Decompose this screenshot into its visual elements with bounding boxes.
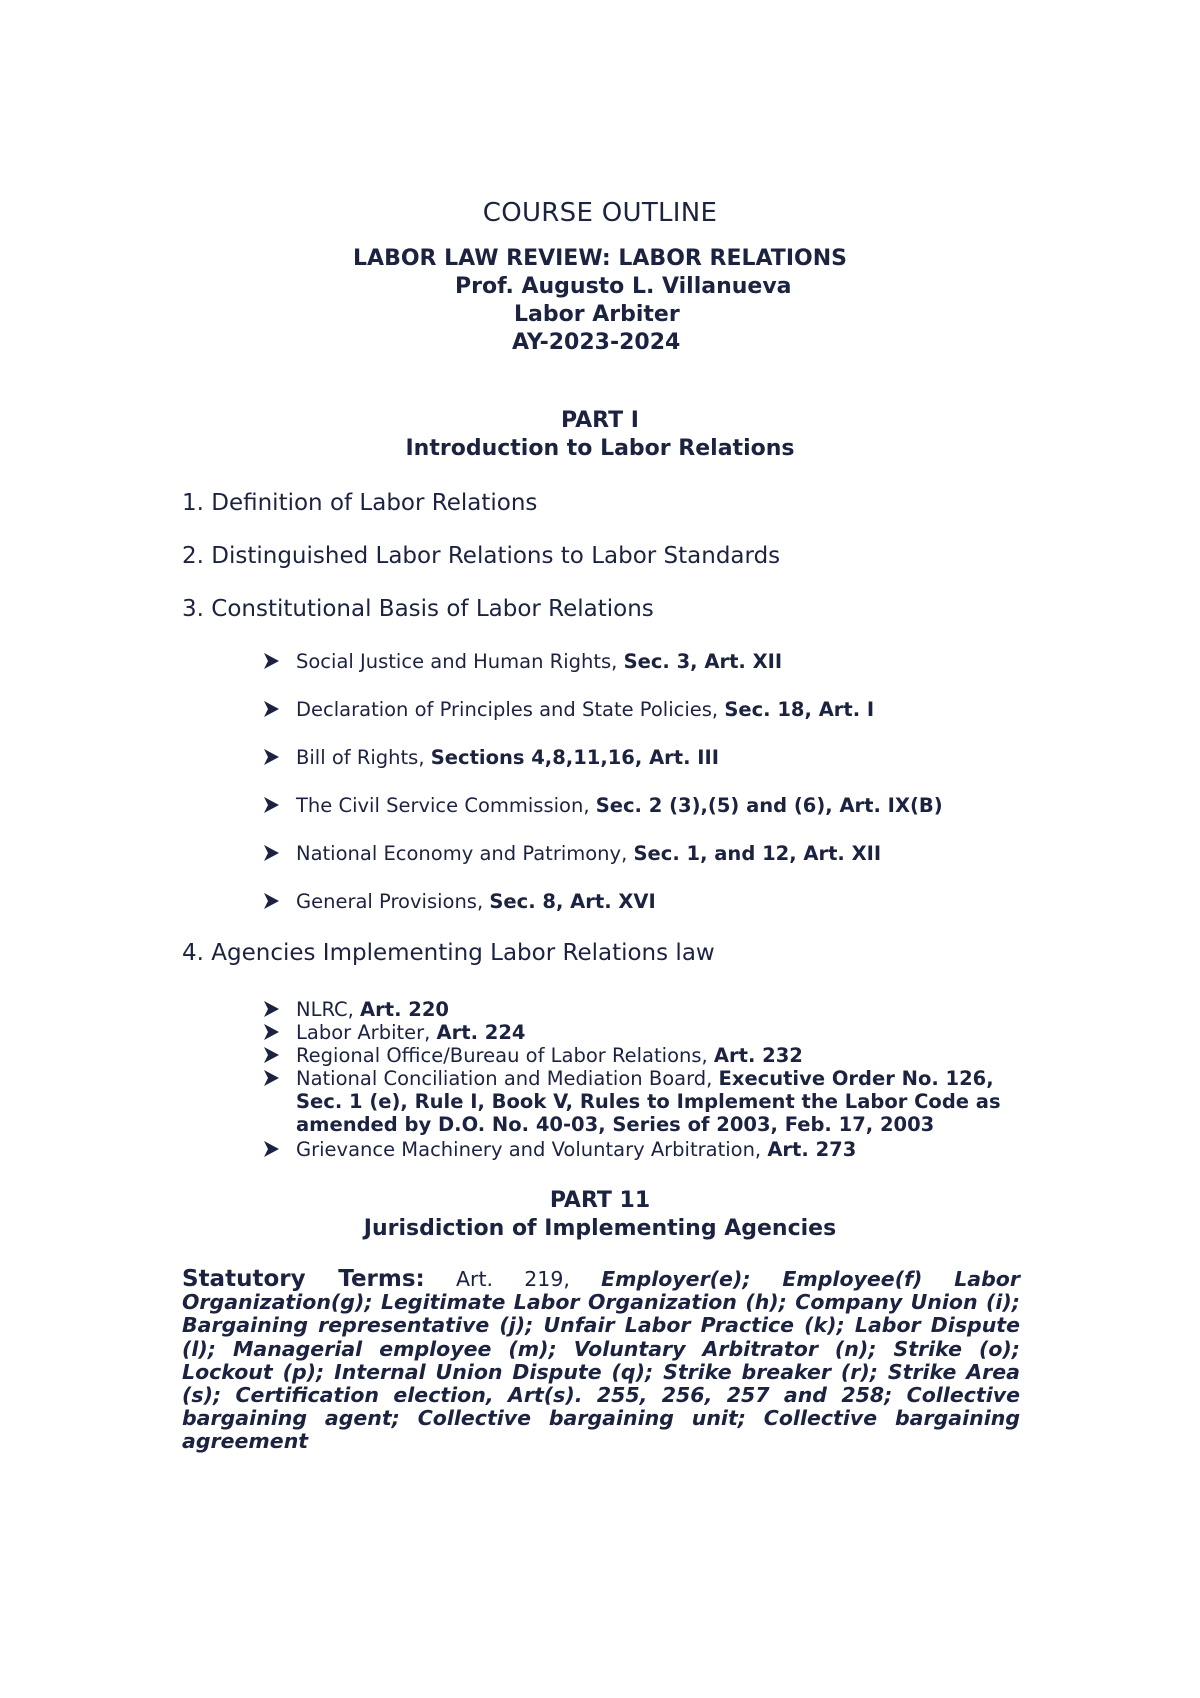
bullet-reference: Art. 224 xyxy=(436,1021,526,1044)
bullet-text: National Economy and Patrimony, xyxy=(296,842,634,865)
statutory-terms-article: Art. 219, xyxy=(456,1267,570,1291)
bullet-text: The Civil Service Commission, xyxy=(296,794,596,817)
outline-item-3: 3. Constitutional Basis of Labor Relations xyxy=(182,596,654,622)
chevron-right-icon xyxy=(262,700,280,718)
professor-position: Labor Arbiter xyxy=(514,302,680,327)
outline-item-4: 4. Agencies Implementing Labor Relations law xyxy=(182,940,715,966)
chevron-right-icon xyxy=(262,652,280,670)
bullet-text: Bill of Rights, xyxy=(296,746,431,769)
bullet-text: Regional Office/Bureau of Labor Relations, xyxy=(296,1044,714,1067)
chevron-right-icon xyxy=(262,748,280,766)
chevron-right-icon xyxy=(262,892,280,910)
course-title: LABOR LAW REVIEW: LABOR RELATIONS xyxy=(353,246,847,271)
bullet-text: National Conciliation and Mediation Board, xyxy=(296,1067,719,1090)
chevron-right-icon xyxy=(262,796,280,814)
chevron-right-icon xyxy=(262,844,280,862)
chevron-right-icon xyxy=(262,1000,280,1018)
bullet-reference: Sec. 18, Art. I xyxy=(724,698,875,721)
part1-label: PART I xyxy=(561,408,639,433)
bullet-reference: Sections 4,8,11,16, Art. III xyxy=(430,746,720,769)
bullet-reference: Art. 220 xyxy=(360,998,449,1021)
academic-year: AY-2023-2024 xyxy=(512,330,681,355)
bullet-text: Social Justice and Human Rights, xyxy=(296,650,624,673)
bullet-text: NLRC, xyxy=(296,998,361,1021)
chevron-right-icon xyxy=(262,1140,280,1158)
bullet-reference: Sec. 3, Art. XII xyxy=(623,650,783,673)
statutory-terms-label: Statutory Terms: xyxy=(182,1266,425,1292)
statutory-terms-paragraph xyxy=(182,1268,1020,1454)
bullet-text: General Provisions, xyxy=(296,890,490,913)
bullet-reference: Sec. 2 (3),(5) and (6), Art. IX(B) xyxy=(595,794,943,817)
bullet-reference: Executive Order No. 126, Sec. 1 (e), Rule I, Book V, Rules to Implement the Labor Code as amended by D.O. No. 40-03, Series of 2003, Feb. 17, 2003 xyxy=(296,1067,1001,1136)
bullet-reference: Art. 273 xyxy=(767,1138,857,1161)
bullet-text: Labor Arbiter, xyxy=(296,1021,437,1044)
part2-heading: Jurisdiction of Implementing Agencies xyxy=(363,1216,837,1241)
outline-item-1: 1. Definition of Labor Relations xyxy=(182,490,538,516)
chevron-right-icon xyxy=(262,1069,280,1087)
bullet-reference: Sec. 1, and 12, Art. XII xyxy=(633,842,882,865)
chevron-right-icon xyxy=(262,1023,280,1041)
bullet-reference: Sec. 8, Art. XVI xyxy=(489,890,656,913)
statutory-terms-list: Employer(e); Employee(f) Labor Organization(g); Legitimate Labor Organization (h); Company Union (i); Bargaining representative (j); Unfair Labor Practice (k); Labor Dispute (l); Managerial employee (m); Voluntary Arbitrator (n); Strike (o); Lockout (p); Internal Union Dispute (q); Strike breaker (r); Strike Area (s); Certification election, Art(s). 255, 256, 257 and 258; Collective bargaining agent; Collective bargaining unit; Collective bargaining agreement xyxy=(182,1267,1020,1454)
bullet-text: Declaration of Principles and State Policies, xyxy=(296,698,725,721)
outline-item-2: 2. Distinguished Labor Relations to Labor Standards xyxy=(182,543,781,569)
bullet-reference: Art. 232 xyxy=(713,1044,803,1067)
professor-name: Prof. Augusto L. Villanueva xyxy=(455,274,792,299)
chevron-right-icon xyxy=(262,1046,280,1064)
part1-heading: Introduction to Labor Relations xyxy=(405,436,795,461)
document-title: COURSE OUTLINE xyxy=(482,198,718,228)
bullet-text: Grievance Machinery and Voluntary Arbitration, xyxy=(296,1138,768,1161)
part2-label: PART 11 xyxy=(549,1188,651,1213)
